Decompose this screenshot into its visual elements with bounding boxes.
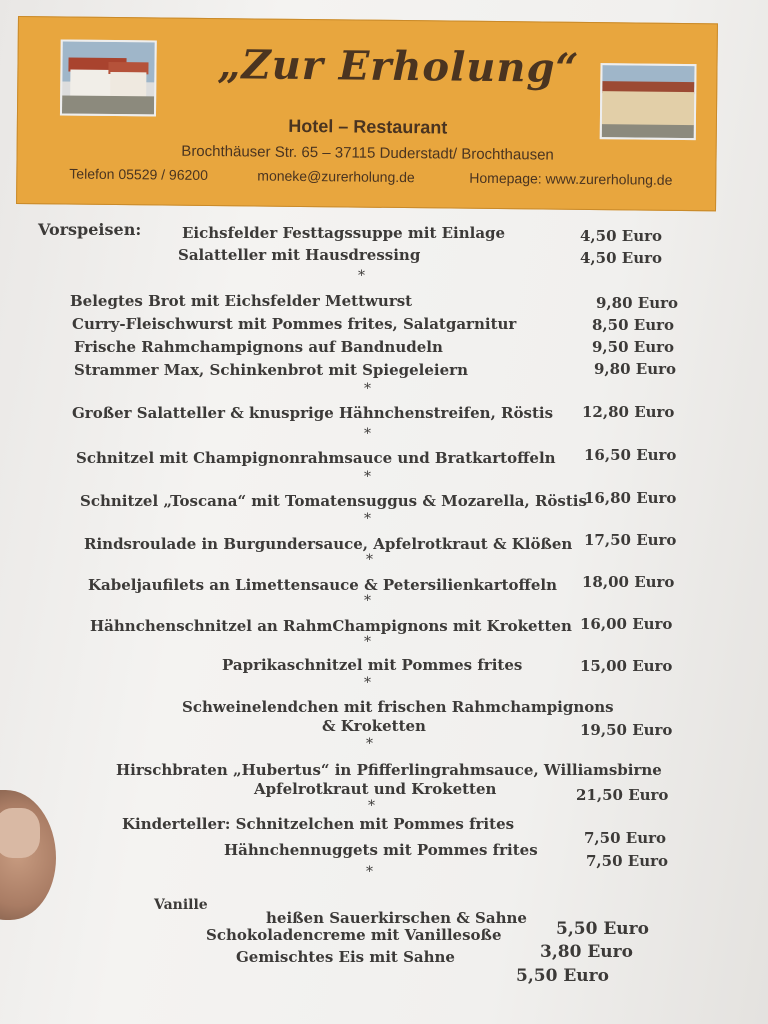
menu-item-price: 5,50 Euro xyxy=(556,919,649,939)
menu-item-price: 5,50 Euro xyxy=(516,966,609,986)
menu-item-name: Schokoladencreme mit Vanillesoße xyxy=(206,926,502,944)
menu-item-price: 9,80 Euro xyxy=(594,360,677,378)
separator: * xyxy=(364,675,371,691)
restaurant-title: „Zur Erholung“ xyxy=(217,41,580,92)
separator: * xyxy=(364,634,371,650)
menu-item-name: Kabeljaufilets an Limettensauce & Petersilienkartoffeln xyxy=(88,576,558,594)
menu-item-name: Strammer Max, Schinkenbrot mit Spiegeleiern xyxy=(74,361,468,379)
menu-item-name: Rindsroulade in Burgundersauce, Apfelrotkraut & Klößen xyxy=(84,535,573,553)
separator: * xyxy=(364,381,371,397)
menu-item-name: Belegtes Brot mit Eichsfelder Mettwurst xyxy=(70,292,413,310)
menu-item-name: Kinderteller: Schnitzelchen mit Pommes frites xyxy=(122,815,515,833)
separator: * xyxy=(364,469,371,485)
menu-item-name: Schnitzel „Toscana“ mit Tomatensuggus & Mozarella, Röstis xyxy=(80,492,587,510)
menu-item-price: 9,80 Euro xyxy=(596,294,679,312)
thumbnail-highlight xyxy=(0,808,40,858)
separator: * xyxy=(364,426,371,442)
phone: Telefon 05529 / 96200 xyxy=(69,165,209,183)
menu-item-price: 19,50 Euro xyxy=(580,721,673,739)
separator: * xyxy=(364,511,371,527)
menu-item-name: Hähnchennuggets mit Pommes frites xyxy=(224,841,538,859)
menu-item-price: 16,80 Euro xyxy=(584,489,677,507)
menu-item-price: 16,50 Euro xyxy=(584,446,677,464)
menu-item-price: 4,50 Euro xyxy=(580,227,663,245)
menu-item-price: 21,50 Euro xyxy=(576,786,669,804)
menu-item-price: 12,80 Euro xyxy=(582,403,675,421)
menu-item-name: Schweinelendchen mit frischen Rahmchampignons xyxy=(182,698,614,716)
menu-item-price: 7,50 Euro xyxy=(586,852,669,870)
menu-item-name: Hähnchenschnitzel an RahmChampignons mit Kroketten xyxy=(90,617,572,635)
menu-item-price: 9,50 Euro xyxy=(592,338,675,356)
address: Brochthäuser Str. 65 – 37115 Duderstadt/ Brochthausen xyxy=(181,142,554,164)
menu-item-name: Curry-Fleischwurst mit Pommes frites, Salatgarnitur xyxy=(72,315,517,333)
section-label: Vorspeisen: xyxy=(38,220,142,239)
separator: * xyxy=(366,552,373,568)
separator: * xyxy=(364,593,371,609)
menu-item-name-cont: heißen Sauerkirschen & Sahne xyxy=(266,909,527,927)
menu-item-name: Gemischtes Eis mit Sahne xyxy=(236,948,455,966)
email: moneke@zurerholung.de xyxy=(257,167,415,186)
menu-item-name-cont: Apfelrotkraut und Kroketten xyxy=(254,780,497,798)
hotel-subtitle: Hotel – Restaurant xyxy=(288,115,448,138)
menu-item-name-cont: & Kroketten xyxy=(322,717,426,735)
menu-item-name: Salatteller mit Hausdressing xyxy=(178,246,421,264)
menu-item-price: 17,50 Euro xyxy=(584,531,677,549)
menu-item-name: Paprikaschnitzel mit Pommes frites xyxy=(222,656,523,674)
menu-item-name: Eichsfelder Festtagssuppe mit Einlage xyxy=(182,224,506,242)
separator: * xyxy=(366,864,373,880)
menu-item-name: Schnitzel mit Champignonrahmsauce und Bratkartoffeln xyxy=(76,449,556,467)
hotel-photo-left xyxy=(60,39,157,116)
menu-item-price: 4,50 Euro xyxy=(580,249,663,267)
homepage: Homepage: www.zurerholung.de xyxy=(469,169,673,188)
menu-item-name: Hirschbraten „Hubertus“ in Pfifferlingrahmsauce, Williamsbirne xyxy=(116,761,662,779)
menu-item-name: Vanille xyxy=(154,897,208,913)
separator: * xyxy=(366,736,373,752)
menu-item-price: 18,00 Euro xyxy=(582,573,675,591)
menu-item-price: 7,50 Euro xyxy=(584,829,667,847)
hotel-photo-right xyxy=(600,63,697,140)
menu-item-name: Frische Rahmchampignons auf Bandnudeln xyxy=(74,338,443,356)
menu-item-name: Großer Salatteller & knusprige Hähnchenstreifen, Röstis xyxy=(72,404,554,422)
menu-item-price: 16,00 Euro xyxy=(580,615,673,633)
menu-item-price: 3,80 Euro xyxy=(540,942,633,962)
separator: * xyxy=(358,268,365,284)
header-banner xyxy=(16,16,718,211)
separator: * xyxy=(368,798,375,814)
menu-item-price: 15,00 Euro xyxy=(580,657,673,675)
menu-item-price: 8,50 Euro xyxy=(592,316,675,334)
